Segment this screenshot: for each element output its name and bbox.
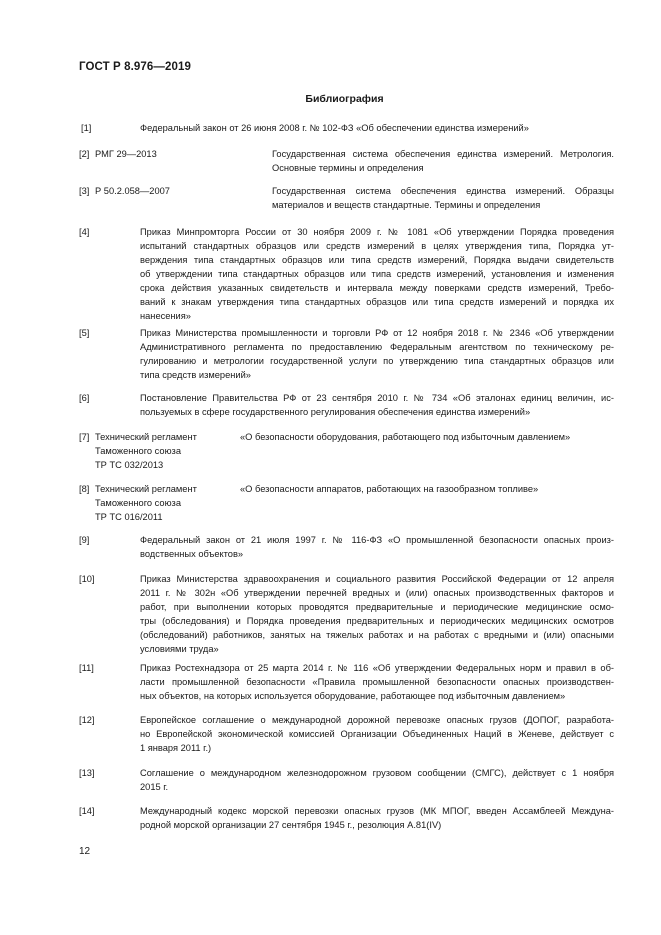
entry-text bbox=[140, 391, 614, 419]
entry-line: 2015 г. bbox=[140, 782, 169, 792]
entry-line: Приказ Министерства здравоохранения и социального развития Российской Федерации от 12 апреля bbox=[140, 574, 614, 584]
entry-number: [11] bbox=[79, 663, 94, 673]
entry-text bbox=[140, 572, 614, 656]
entry-number: [2] bbox=[79, 149, 90, 159]
entry-text bbox=[140, 766, 614, 794]
entry-line: пользуемых в сфере государственного регулирования обеспечения единства измерений» bbox=[140, 407, 531, 417]
entry-line: Постановление Правительства РФ от 23 сентября 2010 г. № 734 «Об эталонах единиц величин, ис- bbox=[140, 393, 614, 403]
entry-number: [14] bbox=[79, 806, 95, 816]
entry-line: срока действия указанных свидетельств и интервала между поверками средств измерений, Требо- bbox=[140, 283, 614, 293]
entry-text bbox=[140, 804, 614, 832]
entry-text bbox=[140, 326, 614, 382]
entry-number: [8] bbox=[79, 484, 90, 494]
entry-text: «О безопасности оборудования, работающего под избыточным давлением» bbox=[240, 432, 571, 442]
entry-text bbox=[140, 533, 614, 561]
entry-line: Приказ Минпромторга России от 30 ноября 2009 г. № 1081 «Об утверждении Порядка проведения bbox=[140, 227, 614, 237]
entry-text bbox=[140, 661, 614, 703]
entry-line: Административного регламента по предоставлению Федеральным агентством по техническому ре- bbox=[140, 342, 614, 352]
entry-line: Приказ Министерства промышленности и торговли РФ от 12 ноября 2018 г. № 2346 «Об утверждении bbox=[140, 328, 614, 338]
entry-number: [13] bbox=[79, 768, 95, 778]
entry-line: тры (обследования) и Порядка проведения предварительных и периодических медицинских осмотров bbox=[140, 616, 614, 626]
entry-line: Федеральный закон от 26 июня 2008 г. № 102-ФЗ «Об обеспечении единства измерений» bbox=[140, 123, 529, 133]
entry-line: 1 января 2011 г.) bbox=[140, 743, 212, 753]
entry-number: [10] bbox=[79, 574, 95, 584]
designation-line: Таможенного союза bbox=[95, 446, 181, 456]
entry-text bbox=[140, 713, 614, 755]
entry-text bbox=[140, 225, 614, 323]
entry-designation-rest bbox=[95, 444, 181, 472]
entry-line: гулированию и метрологии государственной услуги по утверждению типа стандартных образцов или bbox=[140, 356, 614, 366]
entry-number: [5] bbox=[79, 328, 90, 338]
entry-line: ласти промышленной безопасности «Правила промышленной безопасности опасных производствен- bbox=[140, 677, 614, 687]
standard-header: ГОСТ Р 8.976—2019 bbox=[79, 61, 191, 73]
entry-number: [12] bbox=[79, 715, 95, 725]
entry-number: [7] bbox=[79, 432, 90, 442]
entry-line: верждения типа стандартных образцов или типа средств измерений, Порядка выдачи свидетельств bbox=[140, 255, 614, 265]
designation-line: ТР ТС 016/2011 bbox=[95, 512, 163, 522]
entry-number: [6] bbox=[79, 393, 90, 403]
entry-line: Государственная система обеспечения единства измерений. Метрология. bbox=[272, 149, 614, 159]
entry-number: [4] bbox=[79, 227, 90, 237]
entry-designation bbox=[95, 430, 197, 444]
entry-line: 2011 г. № 302н «Об утверждении перечней вредных и (или) опасных производственных факторов и bbox=[140, 588, 614, 598]
entry-line: но Европейской экономической комиссией Организации Объединенных Наций в Женеве, действует с bbox=[140, 729, 614, 739]
entry-designation: Р 50.2.058—2007 bbox=[95, 186, 170, 196]
entry-line: испытаний стандартных образцов или средств измерений в целях утверждения типа, Порядка ут- bbox=[140, 241, 614, 251]
entry-text: «О безопасности аппаратов, работающих на газообразном топливе» bbox=[240, 484, 539, 494]
entry-line: об утверждении типа стандартных образцов или типа средств измерений, установления и изменения bbox=[140, 269, 614, 279]
designation-line: ТР ТС 032/2013 bbox=[95, 460, 164, 470]
entry-line: Государственная система обеспечения единства измерений. Образцы bbox=[272, 186, 614, 196]
entry-line: Федеральный закон от 21 июля 1997 г. № 116-ФЗ «О промышленной безопасности опасных произ- bbox=[140, 535, 614, 545]
entry-line: ных объектов, на которых используется оборудование, работающее под избыточным давлением» bbox=[140, 691, 566, 701]
entry-designation: РМГ 29—2013 bbox=[95, 149, 157, 159]
entry-number: [1] bbox=[81, 123, 92, 133]
entry-line: Международный кодекс морской перевозки опасных грузов (МК МПОГ, введен Ассамблеей Междуна- bbox=[140, 806, 614, 816]
entry-number: [9] bbox=[79, 535, 90, 545]
entry-designation bbox=[95, 482, 197, 496]
entry-line: нанесения» bbox=[140, 311, 191, 321]
page-title: Библиография bbox=[305, 93, 384, 105]
entry-designation-rest bbox=[95, 496, 181, 524]
entry-line: водственных объектов» bbox=[140, 549, 244, 559]
designation-line: Технический регламент bbox=[95, 484, 197, 494]
entry-number: [3] bbox=[79, 186, 90, 196]
page-number: 12 bbox=[79, 846, 91, 857]
entry-line: ваний к знакам утверждения типа стандартных образцов или типа средств измерений и порядка их bbox=[140, 297, 614, 307]
entry-line: типа средств измерений» bbox=[140, 370, 251, 380]
entry-line: условиями труда» bbox=[140, 644, 219, 654]
entry-text bbox=[272, 184, 614, 212]
entry-text bbox=[140, 121, 614, 135]
entry-line: родной морской организации 27 сентября 1945 г., резолюция А.81(IV) bbox=[140, 820, 442, 830]
entry-line: Приказ Ростехнадзора от 25 марта 2014 г. № 116 «Об утверждении Федеральных норм и правил в об- bbox=[140, 663, 614, 673]
designation-line: Таможенного союза bbox=[95, 498, 181, 508]
entry-line: Соглашение о международном железнодорожном грузовом сообщении (СМГС), действует с 1 ноября bbox=[140, 768, 614, 778]
entry-text bbox=[272, 147, 614, 175]
designation-line: Технический регламент bbox=[95, 432, 197, 442]
entry-line: (обследований) работников, занятых на тяжелых работах и на работах с вредными и (или) опасными bbox=[140, 630, 614, 640]
entry-line: материалов и веществ стандартные. Термины и определения bbox=[272, 200, 541, 210]
entry-line: Основные термины и определения bbox=[272, 163, 424, 173]
entry-line: Европейское соглашение о международной дорожной перевозке опасных грузов (ДОПОГ, разработа- bbox=[140, 715, 614, 725]
entry-line: работ, при выполнении которых проводятся предварительные и периодические медицинские осмо- bbox=[140, 602, 614, 612]
